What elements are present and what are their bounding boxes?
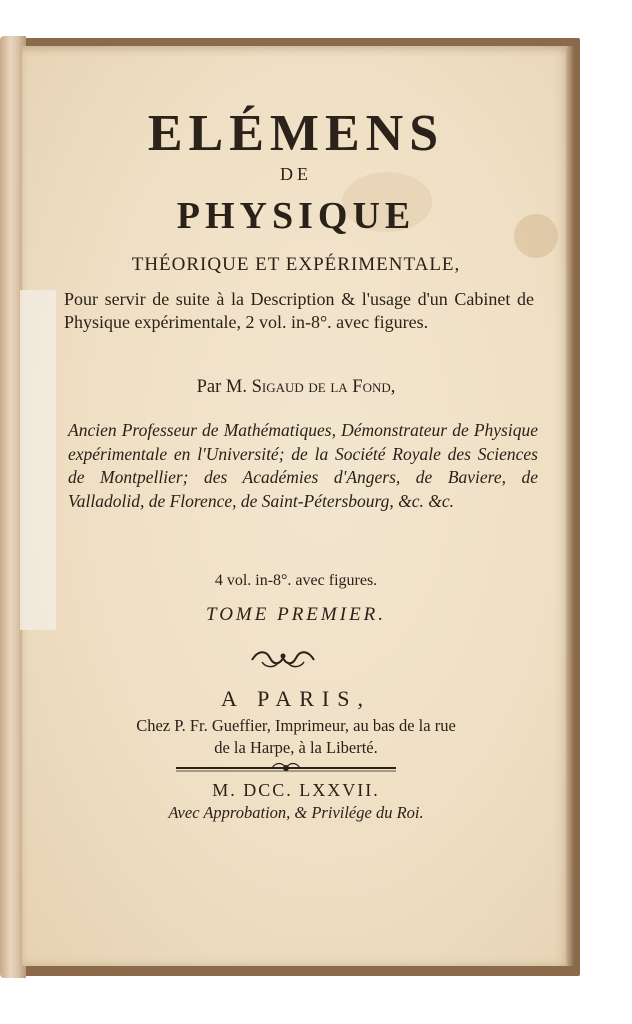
publication-date: M. DCC. LXXVII. (212, 780, 380, 800)
volume-label: TOME PREMIER. (205, 604, 387, 625)
imprint-printer: Chez P. Fr. Gueffier, Imprimeur, au bas de la rue (136, 716, 456, 735)
binding-tape (20, 290, 56, 630)
book-title-physique: PHYSIQUE (176, 195, 416, 237)
author-name: Sigaud de la Fond, (251, 377, 396, 397)
page-edge (566, 46, 574, 966)
decorative-rule-icon (172, 762, 400, 774)
title-page (22, 46, 570, 966)
author-credentials: Ancien Professeur de Mathématiques, Démonstrateur de Physique expérimentale en l'Université; de la Société Royale des Sciences de Montpellier; des Académies d'Angers, de Baviere, de Valladolid, de Florence, de Saint-Pétersbourg, &c. &c. (68, 420, 538, 511)
imprint-city: A PARIS, (220, 686, 371, 711)
imprint-address: de la Harpe, à la Liberté. (214, 738, 378, 757)
author-prefix: Par M. (196, 377, 247, 397)
approbation-line: Avec Approbation, & Privilége du Roi. (168, 803, 424, 822)
book-title: ELÉMENS (147, 105, 445, 162)
printer-ornament-icon (248, 648, 318, 670)
volumes-note: 4 vol. in-8°. avec figures. (214, 572, 378, 589)
book-subtitle: THÉORIQUE ET EXPÉRIMENTALE, (131, 254, 461, 275)
author-line (22, 377, 570, 398)
title-connector: DE (280, 164, 312, 184)
description-text: Pour servir de suite à la Description & l'usage d'un Cabinet de Physique expérimentale, 2 vol. in-8°. avec figures. (64, 289, 534, 332)
